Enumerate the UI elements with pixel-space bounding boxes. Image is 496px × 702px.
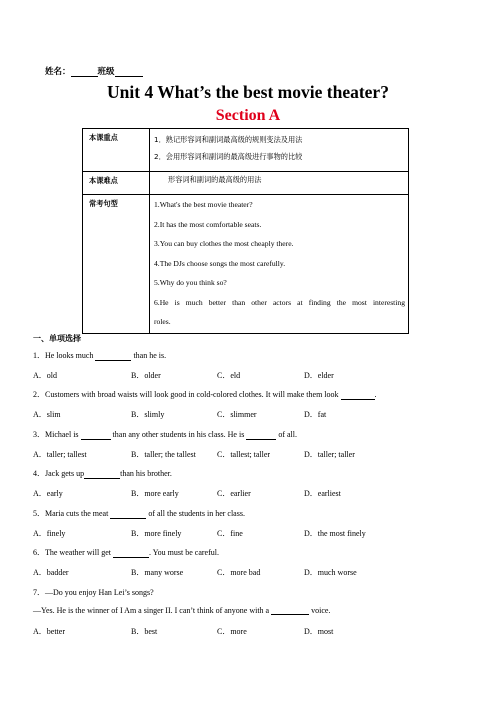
stem-text: . You must be careful. [148,548,219,557]
question-stem [33,587,154,598]
option-b: B．best [131,627,158,636]
option-c: C．tallest; taller [217,450,271,459]
option-a: A．finely [33,529,66,538]
section-title: Section A [215,107,281,124]
sentence-item: 1.What's the best movie theater? [154,200,253,209]
question-stem [33,508,245,519]
focus-label: 本课重点 [83,129,150,172]
unit-title: Unit 4 What’s the best movie theater? [107,82,389,102]
answer-blank [246,431,276,440]
option-b: B．many worse [131,568,184,577]
answer-blank [81,431,111,440]
class-blank [115,68,143,77]
answer-blank [84,470,120,479]
stem-text: than his brother. [120,469,172,478]
difficulty-row [83,172,409,195]
answer-blank [271,606,309,615]
sentence-item: 2.It has the most comfortable seats. [154,219,262,229]
stem-text: 6．The weather will get [33,548,113,557]
class-label: 班级 [97,67,115,77]
sentence-item: 3.You can buy clothes the most cheaply there. [154,239,294,248]
option-c: C．eld [217,371,241,380]
option-d: D．most [304,627,334,636]
option-d: D．much worse [304,568,357,577]
answer-blank [95,352,131,361]
option-a: A．better [33,627,65,636]
sentences-label: 常考句型 [83,195,150,334]
answer-blank [110,510,146,519]
stem-text: 2．Customers with broad waists will look good in cold-colored clothes. It will make them look [33,390,341,399]
option-b: B．more finely [131,529,182,538]
option-b: B．older [131,371,161,380]
sentences-row [83,195,409,334]
sentences-cell [150,195,409,334]
question-stem [33,547,219,558]
stem-text: 1．He looks much [33,351,96,360]
option-d: D．fat [304,410,327,419]
stem-text: . [374,390,377,399]
stem-text: —Yes. He is the winner of I Am a singer II. I can’t think of anyone with a [33,606,272,615]
stem-text: of all. [276,430,297,439]
option-c: C．earlier [217,489,251,498]
option-c: C．slimmer [217,410,257,419]
focus-item: 1．熟记形容词和副词最高级的规则变法及用法 [154,135,303,144]
stem-text: 5．Maria cuts the meat [33,509,111,518]
question-stem [33,429,297,440]
stem-text: 7．—Do you enjoy Han Lei’s songs? [33,588,154,597]
sentence-item: 4.The DJs choose songs the most carefully. [154,258,286,268]
answer-blank [113,549,149,558]
answer-blank [341,391,375,400]
name-label: 姓名： [45,67,71,77]
sentence-item: roles. [154,317,171,326]
stem-text: than any other students in his class. He is [110,430,247,439]
question-stem [33,389,377,400]
option-a: A．taller; tallest [33,450,87,459]
stem-text: than he is. [131,351,167,360]
difficulty-label: 本课难点 [83,172,150,195]
option-c: C．fine [217,529,243,538]
focus-row [83,129,409,172]
sentence-item: 6.He is much better than other actors at finding the most interesting [154,297,405,307]
question-stem [33,350,166,361]
option-b: B．slimly [131,410,165,419]
stem-text: of all the students in her class. [146,509,245,518]
stem-text: 4．Jack gets up [33,469,85,478]
difficulty-cell [150,172,409,195]
option-c: C．more bad [217,568,261,577]
option-b: B．more early [131,489,179,498]
question-stem [33,606,330,615]
difficulty-text: 形容词和副词的最高级的用法 [168,175,262,184]
name-class-line [45,65,143,77]
option-a: A．early [33,489,63,498]
focus-item: 2．会用形容词和副词的最高级进行事物的比较 [154,152,303,161]
stem-text: 3．Michael is [33,430,81,439]
option-d: D．the most finely [304,529,366,538]
option-a: A．old [33,371,57,380]
section-heading: 一、单项选择 [33,334,81,343]
option-c: C．more [217,627,247,636]
name-blank [71,68,98,77]
option-a: A．slim [33,410,61,419]
option-a: A．badder [33,568,69,577]
sentence-item: 5.Why do you think so? [154,278,227,287]
option-d: D．taller; taller [304,450,355,459]
option-d: D．elder [304,371,334,380]
option-b: B．taller; the tallest [131,450,196,459]
option-d: D．earliest [304,489,341,498]
focus-cell [150,129,409,172]
lesson-info-table [82,128,409,334]
stem-text: voice. [309,606,331,615]
question-stem [33,468,172,479]
